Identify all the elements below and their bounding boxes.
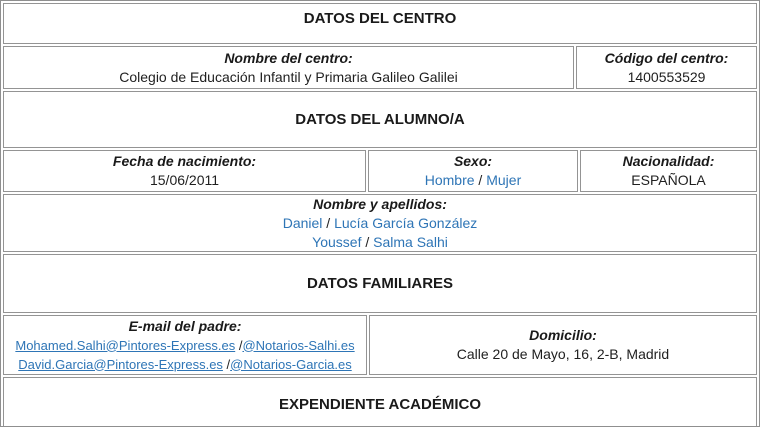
domicilio-label: Domicilio:	[529, 327, 597, 343]
nombre-options-line-2	[312, 233, 448, 252]
name-separator-2: /	[361, 233, 374, 250]
email-link-notarios-salhi[interactable]: @Notarios-Salhi.es	[242, 337, 355, 353]
name-option-salma-salhi[interactable]: Salma Salhi	[373, 233, 448, 250]
fecha-de-nacimiento-label: Fecha de nacimiento:	[112, 153, 257, 169]
email-separator-1: /	[235, 337, 243, 353]
email-line-1	[15, 336, 354, 355]
email-line-2	[18, 355, 351, 374]
domicilio-value: Calle 20 de Mayo, 16, 2-B, Madrid	[456, 346, 670, 362]
cell-email-del-padre	[3, 315, 367, 375]
row-nombre-y-apellidos	[3, 194, 757, 252]
section-header-expediente-academico	[3, 377, 757, 427]
nombre-del-centro-value: Colegio de Educación Infantil y Primaria Galileo Galilei	[119, 68, 458, 85]
cell-nacionalidad	[580, 150, 757, 192]
nacionalidad-value: ESPAÑOLA	[631, 172, 706, 188]
section-title-alumno: DATOS DEL ALUMNO/A	[295, 110, 465, 128]
sexo-separator: /	[474, 172, 487, 188]
email-link-mohamed-pintores-express[interactable]: Mohamed.Salhi@Pintores-Express.es	[15, 337, 236, 353]
sexo-option-hombre[interactable]: Hombre	[424, 172, 475, 188]
nombre-y-apellidos-label: Nombre y apellidos:	[313, 195, 447, 212]
name-option-lucia-garcia-gonzalez[interactable]: Lucía García González	[334, 214, 478, 231]
codigo-del-centro-label: Código del centro:	[604, 49, 729, 66]
nombre-del-centro-label: Nombre del centro:	[224, 49, 353, 66]
name-separator-1: /	[322, 214, 335, 231]
email-del-padre-label: E-mail del padre:	[128, 317, 242, 334]
section-header-datos-del-alumno	[3, 91, 757, 148]
sexo-options-line	[425, 171, 521, 190]
cell-fecha-de-nacimiento	[3, 150, 366, 192]
section-title-familiares: DATOS FAMILIARES	[306, 274, 454, 292]
row-alumno-details	[3, 150, 757, 192]
cell-nombre-del-centro	[3, 46, 574, 89]
row-centro-details	[3, 46, 757, 89]
nacionalidad-label: Nacionalidad:	[622, 153, 715, 169]
name-option-daniel[interactable]: Daniel	[282, 214, 323, 231]
cell-domicilio	[369, 315, 757, 375]
cell-codigo-del-centro	[576, 46, 757, 89]
email-link-notarios-garcia[interactable]: @Notarios-Garcia.es	[230, 356, 352, 372]
email-link-david-pintores-express[interactable]: David.Garcia@Pintores-Express.es	[18, 356, 223, 372]
codigo-del-centro-value: 1400553529	[627, 68, 706, 85]
section-header-datos-familiares	[3, 254, 757, 313]
cell-sexo	[368, 150, 578, 192]
email-separator-2: /	[222, 356, 231, 372]
name-option-youssef[interactable]: Youssef	[312, 233, 362, 250]
fecha-de-nacimiento-value: 15/06/2011	[149, 172, 220, 188]
nombre-options-line-1	[283, 214, 478, 233]
sexo-label: Sexo:	[453, 153, 493, 169]
row-familiares-details	[3, 315, 757, 375]
section-title-centro: DATOS DEL CENTRO	[303, 10, 457, 27]
section-title-expediente: EXPENDIENTE ACADÉMICO	[279, 396, 481, 413]
section-header-datos-del-centro	[3, 3, 757, 44]
sexo-option-mujer[interactable]: Mujer	[486, 172, 522, 188]
